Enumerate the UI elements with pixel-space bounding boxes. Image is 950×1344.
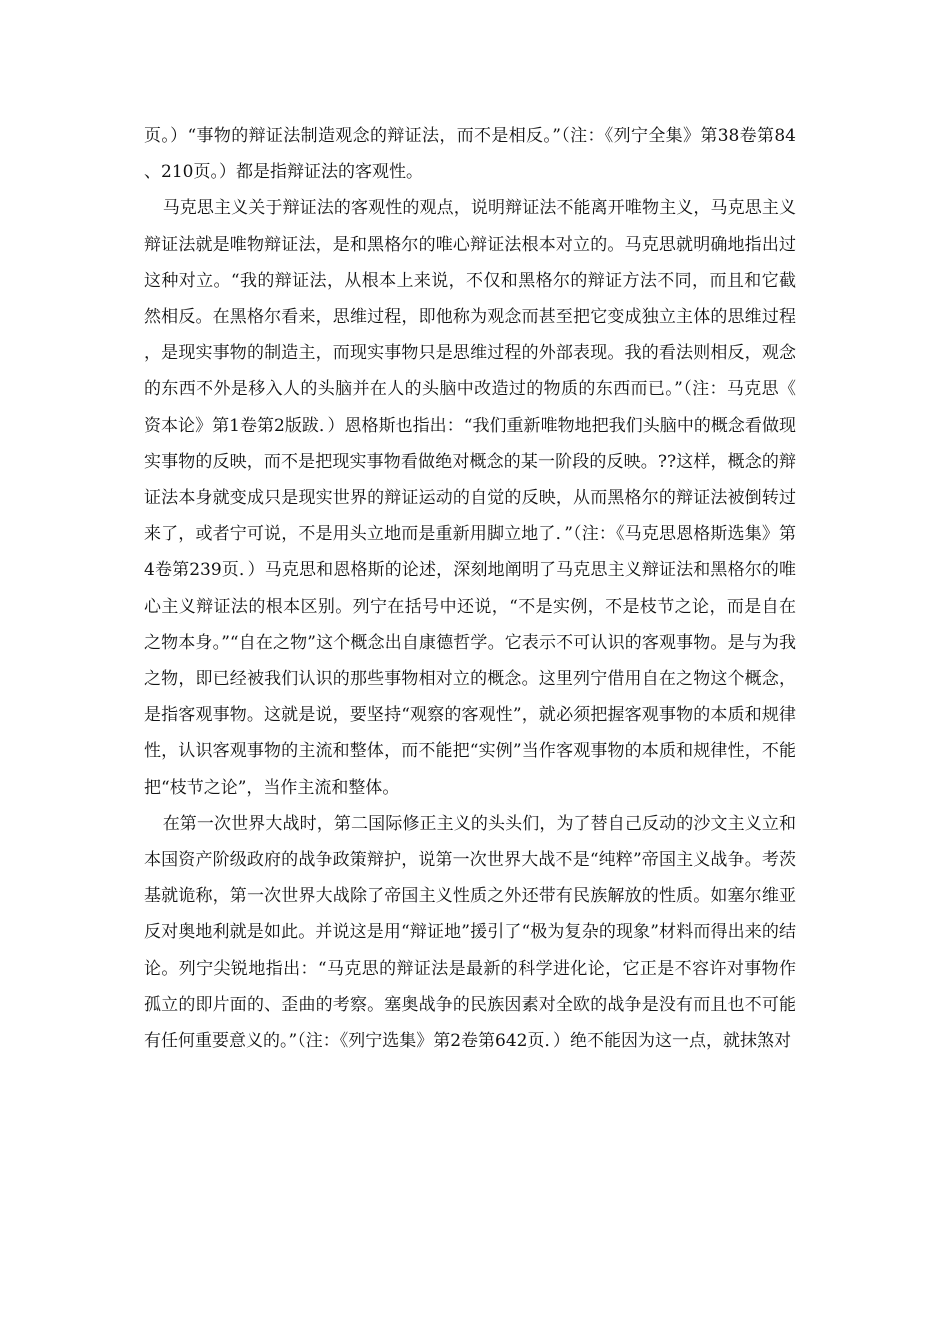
document-body [144, 118, 796, 1059]
paragraph-1: 页。）“事物的辩证法制造观念的辩证法，而不是相反。”（注：《列宁全集》第38卷第84、210页。）都是指辩证法的客观性。 [144, 126, 796, 183]
paragraph-2: 马克思主义关于辩证法的客观性的观点，说明辩证法不能离开唯物主义，马克思主义辩证法就是唯物辩证法，是和黑格尔的唯心辩证法根本对立的。马克思就明确地指出过这种对立。“我的辩证法，从根本上来说，不仅和黑格尔的辩证方法不同，而且和它截然相反。在黑格尔看来，思维过程，即他称为观念而甚至把它变成独立主体的思维过程，是现实事物的制造主，而现实事物只是思维过程的外部表现。我的看法则相反，观念的东西不外是移入人的头脑并在人的头脑中改造过的物质的东西而已。”（注：马克思《资本论》第1卷第2版跋．）恩格斯也指出：“我们重新唯物地把我们头脑中的概念看做现实事物的反映，而不是把现实事物看做绝对概念的某一阶段的反映。??这样，概念的辩证法本身就变成只是现实世界的辩证运动的自觉的反映，从而黑格尔的辩证法被倒转过来了，或者宁可说，不是用头立地而是重新用脚立地了．”（注：《马克思恩格斯选集》第4卷第239页．）马克思和恩格斯的论述，深刻地阐明了马克思主义辩证法和黑格尔的唯心主义辩证法的根本区别。列宁在括号中还说，“不是实例，不是枝节之论，而是自在之物本身。”“自在之物”这个概念出自康德哲学。它表示不可认识的客观事物。是与为我之物，即已经被我们认识的那些事物相对立的概念。这里列宁借用自在之物这个概念，是指客观事物。这就是说，要坚持“观察的客观性”，就必须把握客观事物的本质和规律性，认识客观事物的主流和整体，而不能把“实例”当作客观事物的本质和规律性，不能把“枝节之论”，当作主流和整体。 [144, 198, 796, 798]
paragraph-3: 在第一次世界大战时，第二国际修正主义的头头们，为了替自己反动的沙文主义立和本国资产阶级政府的战争政策辩护，说第一次世界大战不是“纯粹”帝国主义战争。考茨基就诡称，第一次世界大战除了帝国主义性质之外还带有民族解放的性质。如塞尔维亚反对奥地利就是如此。并说这是用“辩证地”援引了“极为复杂的现象”材料而得出来的结论。列宁尖锐地指出：“马克思的辩证法是最新的科学进化论，它正是不容许对事物作孤立的即片面的、歪曲的考察。塞奥战争的民族因素对全欧的战争是没有而且也不可能有任何重要意义的。”（注：《列宁选集》第2卷第642页．）绝不能因为这一点，就抹煞对 [144, 813, 796, 1052]
